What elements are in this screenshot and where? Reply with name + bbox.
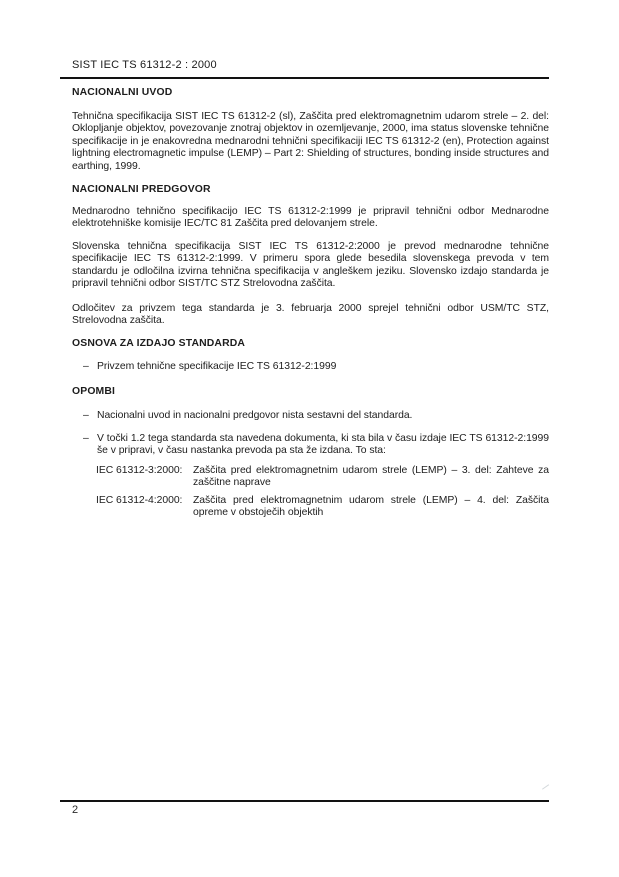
- bullet-item-opomba-1: [83, 410, 549, 423]
- paragraph-predgovor-2: Slovenska tehnična specifikacija SIST IEC TS 61312-2:2000 je prevod mednarodne tehnične specifikacije IEC TS 61312-2:1999. V primeru spora glede besedila slovenskega prevoda v tem standardu je odločilna izvirna tehnična specifikacija v angleškem jeziku. Slovensko izdajo standarda je pripravil tehnični odbor SIST/TC STZ Strelovodna zaščita.: [72, 240, 549, 289]
- reference-item-iec-61312-4: [96, 495, 549, 520]
- reference-text: Zaščita pred elektromagnetnim udarom strele (LEMP) – 3. del: Zahteve za zaščitne naprave: [193, 464, 549, 488]
- reference-text: Zaščita pred elektromagnetnim udarom strele (LEMP) – 4. del: Zaščita opreme v obstoječih objektih: [193, 494, 549, 518]
- paragraph-nacionalni-uvod: Tehnična specifikacija SIST IEC TS 61312-2 (sl), Zaščita pred elektromagnetnim udarom strele – 2. del: Oklopljanje objektov, povezovanje znotraj objektov in ozemljevanje, 2000, ima status slovenske tehnične specifikacije in je enakovredna mednarodni tehnični specifikaciji IEC TS 61312-2 (en), Protection against lightning electromagnetic impulse (LEMP) – Part 2: Shielding of structures, bonding inside structures and earthing, 1999.: [72, 110, 549, 172]
- reference-item-iec-61312-3: [96, 465, 549, 490]
- dash-bullet-icon: –: [83, 361, 89, 372]
- heading-nacionalni-predgovor: NACIONALNI PREDGOVOR: [72, 184, 211, 195]
- dash-bullet-icon: –: [83, 410, 89, 421]
- header-rule: [60, 77, 549, 79]
- reference-label: IEC 61312-4:2000:: [96, 494, 183, 506]
- bullet-item-opomba-2: [83, 433, 549, 458]
- bullet-item-privzem: [83, 361, 549, 374]
- bullet-text: V točki 1.2 tega standarda sta navedena dokumenta, ki sta bila v času izdaje IEC TS 61312-2:1999 še v pripravi, v času nastanka prevoda pa sta že izdana. To sta:: [97, 432, 549, 456]
- heading-opombi: OPOMBI: [72, 385, 116, 397]
- heading-nacionalni-uvod: NACIONALNI UVOD: [72, 87, 173, 98]
- bullet-text: Privzem tehnične specifikacije IEC TS 61312-2:1999: [97, 361, 337, 372]
- scan-artifact: [542, 784, 552, 794]
- document-body: [60, 87, 549, 520]
- footer-rule: [60, 800, 549, 802]
- paragraph-predgovor-1: Mednarodno tehnično specifikacijo IEC TS 61312-2:1999 je pripravil tehnični odbor Mednarodne elektrotehniške komisije IEC/TC 81 Zaščita pred delovanjem strele.: [72, 205, 549, 229]
- dash-bullet-icon: –: [83, 432, 89, 444]
- bullet-text: Nacionalni uvod in nacionalni predgovor nista sestavni del standarda.: [97, 410, 413, 421]
- heading-osnova-za-izdajo: OSNOVA ZA IZDAJO STANDARDA: [72, 337, 246, 349]
- reference-label: IEC 61312-3:2000:: [96, 464, 183, 476]
- document-reference: SIST IEC TS 61312-2 : 2000: [72, 59, 217, 71]
- paragraph-predgovor-3: Odločitev za privzem tega standarda je 3. februarja 2000 sprejel tehnični odbor USM/TC STZ, Strelovodna zaščita.: [72, 302, 549, 326]
- page-number: 2: [72, 804, 79, 816]
